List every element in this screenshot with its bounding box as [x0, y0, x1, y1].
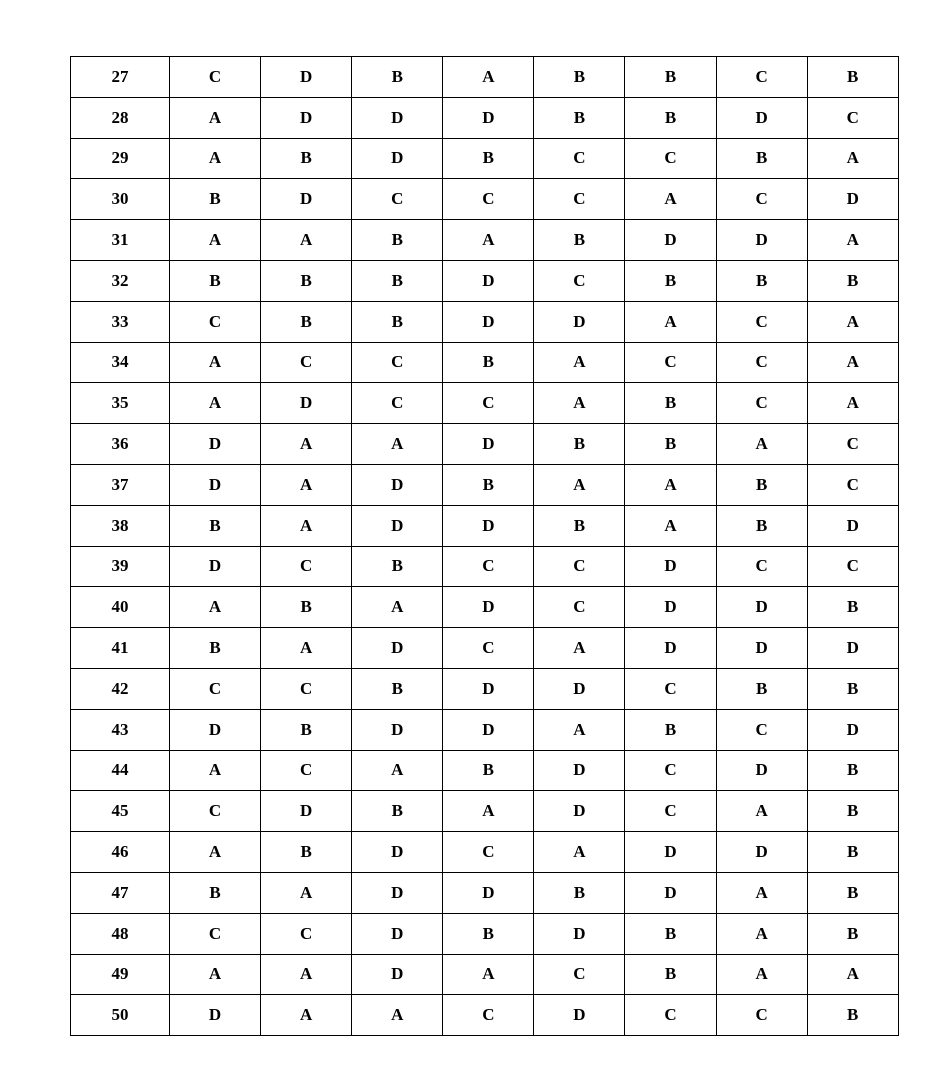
answer-cell: A: [625, 464, 716, 505]
answer-cell: B: [807, 995, 898, 1036]
answer-cell: C: [352, 383, 443, 424]
question-number-cell: 29: [71, 138, 170, 179]
answer-cell: B: [625, 383, 716, 424]
answer-cell: C: [625, 750, 716, 791]
answer-cell: D: [807, 179, 898, 220]
answer-cell: B: [443, 750, 534, 791]
table-row: [71, 954, 899, 995]
answer-cell: C: [534, 260, 625, 301]
answer-cell: C: [716, 179, 807, 220]
answer-cell: B: [261, 587, 352, 628]
question-number-cell: 44: [71, 750, 170, 791]
answer-cell: B: [625, 260, 716, 301]
answer-cell: A: [261, 464, 352, 505]
answer-cell: B: [716, 668, 807, 709]
answer-cell: C: [625, 138, 716, 179]
answer-cell: A: [716, 872, 807, 913]
answer-cell: D: [352, 505, 443, 546]
answer-cell: A: [443, 220, 534, 261]
answer-cell: C: [534, 179, 625, 220]
answer-cell: D: [625, 872, 716, 913]
answer-cell: D: [443, 872, 534, 913]
question-number-cell: 45: [71, 791, 170, 832]
answer-cell: C: [534, 954, 625, 995]
answer-cell: A: [534, 709, 625, 750]
answer-cell: B: [261, 301, 352, 342]
answer-cell: C: [807, 464, 898, 505]
answer-cell: D: [352, 464, 443, 505]
table-row: [71, 709, 899, 750]
answer-cell: D: [534, 995, 625, 1036]
answer-cell: B: [807, 57, 898, 98]
answer-cell: A: [534, 342, 625, 383]
answer-cell: A: [534, 383, 625, 424]
answer-cell: B: [716, 464, 807, 505]
answer-cell: D: [716, 832, 807, 873]
answer-cell: B: [807, 750, 898, 791]
answer-cell: B: [534, 220, 625, 261]
answer-cell: C: [352, 342, 443, 383]
table-row: [71, 138, 899, 179]
answer-cell: B: [352, 668, 443, 709]
answer-cell: B: [170, 179, 261, 220]
answer-cell: A: [170, 954, 261, 995]
answer-cell: C: [625, 668, 716, 709]
answer-cell: D: [716, 220, 807, 261]
table-row: [71, 995, 899, 1036]
answer-cell: C: [261, 546, 352, 587]
answer-cell: B: [443, 342, 534, 383]
answer-cell: B: [625, 97, 716, 138]
answer-cell: C: [807, 97, 898, 138]
answer-cell: A: [534, 628, 625, 669]
answer-cell: D: [170, 464, 261, 505]
answer-cell: A: [625, 301, 716, 342]
question-number-cell: 35: [71, 383, 170, 424]
answer-cell: B: [625, 709, 716, 750]
answer-cell: A: [261, 505, 352, 546]
answer-cell: D: [716, 587, 807, 628]
answer-cell: D: [443, 668, 534, 709]
answer-cell: C: [170, 301, 261, 342]
answer-cell: C: [625, 791, 716, 832]
answer-cell: C: [716, 383, 807, 424]
answer-cell: D: [807, 628, 898, 669]
answer-cell: C: [716, 709, 807, 750]
answer-cell: A: [807, 301, 898, 342]
answer-cell: D: [534, 750, 625, 791]
answer-cell: B: [807, 872, 898, 913]
question-number-cell: 31: [71, 220, 170, 261]
question-number-cell: 38: [71, 505, 170, 546]
table-row: [71, 505, 899, 546]
question-number-cell: 30: [71, 179, 170, 220]
answer-cell: D: [443, 587, 534, 628]
answer-cell: D: [443, 424, 534, 465]
answer-cell: D: [352, 832, 443, 873]
answer-cell: B: [170, 260, 261, 301]
answer-cell: D: [534, 913, 625, 954]
answer-cell: A: [534, 464, 625, 505]
answer-cell: A: [807, 138, 898, 179]
answer-cell: A: [443, 791, 534, 832]
answer-cell: A: [716, 913, 807, 954]
answer-cell: B: [352, 546, 443, 587]
answer-cell: B: [261, 832, 352, 873]
answer-cell: C: [625, 995, 716, 1036]
answer-cell: D: [352, 709, 443, 750]
table-row: [71, 57, 899, 98]
answer-cell: D: [443, 709, 534, 750]
answer-cell: B: [807, 587, 898, 628]
question-number-cell: 42: [71, 668, 170, 709]
answer-cell: D: [352, 872, 443, 913]
answer-cell: A: [625, 179, 716, 220]
answer-key-body: [71, 57, 899, 1036]
answer-cell: B: [170, 628, 261, 669]
answer-cell: A: [625, 505, 716, 546]
answer-cell: D: [352, 628, 443, 669]
answer-cell: B: [716, 260, 807, 301]
answer-cell: A: [807, 220, 898, 261]
answer-cell: C: [443, 546, 534, 587]
answer-cell: D: [625, 832, 716, 873]
answer-cell: B: [807, 913, 898, 954]
table-row: [71, 383, 899, 424]
answer-cell: A: [443, 57, 534, 98]
answer-cell: A: [534, 832, 625, 873]
answer-cell: C: [716, 995, 807, 1036]
answer-cell: A: [261, 628, 352, 669]
answer-cell: B: [716, 505, 807, 546]
answer-cell: A: [170, 832, 261, 873]
answer-cell: B: [625, 954, 716, 995]
answer-cell: C: [534, 546, 625, 587]
answer-cell: C: [443, 383, 534, 424]
answer-cell: C: [261, 750, 352, 791]
question-number-cell: 34: [71, 342, 170, 383]
answer-cell: C: [716, 57, 807, 98]
answer-cell: B: [443, 464, 534, 505]
answer-cell: A: [170, 342, 261, 383]
answer-cell: B: [261, 138, 352, 179]
answer-cell: D: [170, 546, 261, 587]
answer-cell: A: [352, 587, 443, 628]
answer-cell: D: [443, 260, 534, 301]
answer-cell: C: [261, 342, 352, 383]
answer-cell: D: [261, 791, 352, 832]
question-number-cell: 37: [71, 464, 170, 505]
answer-cell: D: [261, 179, 352, 220]
answer-cell: A: [352, 424, 443, 465]
question-number-cell: 47: [71, 872, 170, 913]
answer-cell: C: [443, 628, 534, 669]
table-row: [71, 97, 899, 138]
answer-cell: B: [534, 57, 625, 98]
answer-cell: D: [807, 505, 898, 546]
answer-cell: C: [716, 301, 807, 342]
answer-cell: D: [625, 220, 716, 261]
answer-cell: D: [534, 791, 625, 832]
answer-cell: D: [807, 709, 898, 750]
answer-cell: C: [261, 668, 352, 709]
answer-cell: C: [170, 668, 261, 709]
answer-cell: D: [716, 628, 807, 669]
answer-cell: B: [807, 832, 898, 873]
question-number-cell: 36: [71, 424, 170, 465]
answer-cell: D: [352, 913, 443, 954]
answer-cell: B: [625, 424, 716, 465]
question-number-cell: 40: [71, 587, 170, 628]
answer-cell: D: [534, 301, 625, 342]
table-row: [71, 628, 899, 669]
answer-cell: C: [170, 57, 261, 98]
answer-cell: C: [352, 179, 443, 220]
answer-cell: C: [716, 546, 807, 587]
answer-cell: C: [534, 138, 625, 179]
table-row: [71, 424, 899, 465]
answer-cell: C: [170, 791, 261, 832]
question-number-cell: 48: [71, 913, 170, 954]
table-row: [71, 750, 899, 791]
answer-cell: D: [625, 546, 716, 587]
answer-cell: A: [261, 872, 352, 913]
answer-cell: A: [807, 954, 898, 995]
answer-cell: C: [443, 179, 534, 220]
answer-cell: A: [716, 954, 807, 995]
answer-cell: D: [170, 995, 261, 1036]
answer-cell: C: [443, 995, 534, 1036]
answer-cell: C: [625, 342, 716, 383]
answer-cell: B: [352, 260, 443, 301]
answer-cell: B: [261, 260, 352, 301]
answer-cell: D: [170, 424, 261, 465]
question-number-cell: 41: [71, 628, 170, 669]
answer-cell: A: [170, 97, 261, 138]
answer-cell: D: [261, 383, 352, 424]
answer-cell: D: [443, 97, 534, 138]
answer-cell: D: [443, 505, 534, 546]
table-row: [71, 791, 899, 832]
answer-cell: B: [443, 138, 534, 179]
answer-cell: A: [716, 424, 807, 465]
answer-cell: D: [352, 954, 443, 995]
answer-cell: B: [534, 97, 625, 138]
answer-cell: A: [170, 587, 261, 628]
answer-cell: A: [261, 220, 352, 261]
answer-cell: C: [807, 546, 898, 587]
answer-cell: A: [261, 995, 352, 1036]
answer-cell: A: [261, 954, 352, 995]
answer-cell: B: [534, 505, 625, 546]
table-row: [71, 260, 899, 301]
answer-cell: B: [170, 505, 261, 546]
question-number-cell: 50: [71, 995, 170, 1036]
answer-cell: A: [716, 791, 807, 832]
table-row: [71, 832, 899, 873]
answer-cell: B: [807, 791, 898, 832]
answer-cell: D: [625, 628, 716, 669]
question-number-cell: 27: [71, 57, 170, 98]
answer-cell: B: [443, 913, 534, 954]
answer-cell: B: [534, 872, 625, 913]
answer-cell: B: [807, 260, 898, 301]
question-number-cell: 32: [71, 260, 170, 301]
answer-cell: A: [807, 383, 898, 424]
table-row: [71, 546, 899, 587]
answer-cell: A: [170, 750, 261, 791]
answer-cell: C: [443, 832, 534, 873]
answer-cell: D: [352, 138, 443, 179]
answer-cell: B: [170, 872, 261, 913]
answer-cell: D: [625, 587, 716, 628]
answer-cell: A: [352, 995, 443, 1036]
answer-cell: D: [261, 97, 352, 138]
question-number-cell: 49: [71, 954, 170, 995]
question-number-cell: 46: [71, 832, 170, 873]
table-row: [71, 301, 899, 342]
answer-cell: A: [170, 138, 261, 179]
table-row: [71, 587, 899, 628]
table-row: [71, 342, 899, 383]
answer-cell: D: [170, 709, 261, 750]
question-number-cell: 43: [71, 709, 170, 750]
answer-cell: B: [534, 424, 625, 465]
question-number-cell: 33: [71, 301, 170, 342]
answer-cell: C: [534, 587, 625, 628]
answer-cell: B: [625, 913, 716, 954]
table-row: [71, 179, 899, 220]
answer-cell: D: [352, 97, 443, 138]
question-number-cell: 39: [71, 546, 170, 587]
answer-cell: D: [534, 668, 625, 709]
table-row: [71, 668, 899, 709]
answer-cell: A: [170, 220, 261, 261]
answer-cell: B: [352, 301, 443, 342]
answer-cell: A: [443, 954, 534, 995]
answer-cell: A: [352, 750, 443, 791]
answer-cell: B: [716, 138, 807, 179]
answer-cell: B: [625, 57, 716, 98]
answer-cell: D: [261, 57, 352, 98]
answer-cell: D: [443, 301, 534, 342]
answer-key-table: [70, 56, 899, 1036]
table-row: [71, 220, 899, 261]
answer-cell: D: [716, 97, 807, 138]
answer-cell: A: [261, 424, 352, 465]
answer-cell: A: [170, 383, 261, 424]
answer-cell: A: [807, 342, 898, 383]
table-row: [71, 872, 899, 913]
question-number-cell: 28: [71, 97, 170, 138]
answer-cell: B: [352, 791, 443, 832]
answer-cell: C: [261, 913, 352, 954]
answer-cell: C: [807, 424, 898, 465]
answer-cell: C: [716, 342, 807, 383]
answer-cell: C: [170, 913, 261, 954]
answer-cell: D: [716, 750, 807, 791]
answer-cell: B: [352, 57, 443, 98]
table-row: [71, 913, 899, 954]
answer-cell: B: [807, 668, 898, 709]
answer-cell: B: [261, 709, 352, 750]
answer-cell: B: [352, 220, 443, 261]
table-row: [71, 464, 899, 505]
